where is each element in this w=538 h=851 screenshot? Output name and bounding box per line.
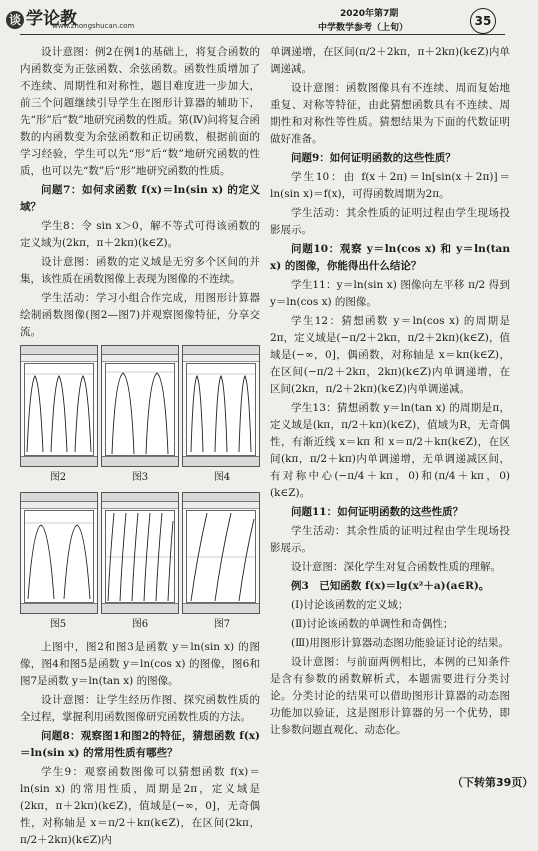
student-activity-1: 学生活动：学习小组合作完成，用图形计算器绘制函数图像(图2—图7)并观察图像特征，分享交流。 — [20, 292, 260, 338]
caption-figure-3: 图3 — [131, 472, 149, 483]
example-3-part-1: (Ⅰ)讨论该函数的定义域； — [291, 599, 409, 611]
page-number: 35 — [470, 8, 496, 34]
header-rule — [20, 34, 505, 35]
student-9: 学生9：观察函数图像可以猜想函数 f(x)＝ln(sin x) 的常用性质，周期是2π，定义域是(2kπ，π＋2kπ)(k∈Z)，值域是(−∞，0]，无奇偶性，对称轴是 x＝π/2＋kπ(k∈Z)，在区间(2kπ，π/2＋2kπ)(k∈Z)内 — [20, 766, 260, 846]
example-3: 例3 已知函数 f(x)＝lg(x²＋a)(a∈R)。 — [291, 580, 490, 592]
figure-7 — [182, 492, 260, 614]
page-header — [0, 0, 538, 48]
figure-captions-bottom — [20, 616, 260, 633]
site-url: www.zhongshucan.com — [52, 22, 135, 30]
figure-5 — [20, 492, 98, 614]
figure-row-bottom — [20, 492, 260, 614]
plot-area — [105, 363, 175, 456]
plot-area — [186, 363, 256, 456]
design-intent-6: 设计意图：与前面两例相比，本例的已知条件是含有参数的函数解析式，本题需要进行分类讨论。分类讨论的结果可以借助图形计算器的动态图功能加以验证，这是图形计算器的另一个优势，即让参数问题直观化、动态化。 — [270, 656, 510, 736]
student-activity-3: 学生活动：其余性质的证明过程由学生现场投影展示。 — [270, 525, 510, 554]
design-intent-3: 设计意图：让学生经历作图、探究函数性质的全过程，掌握利用函数图像研究函数性质的方法。 — [20, 694, 260, 723]
caption-figure-7: 图7 — [213, 619, 231, 630]
question-9: 问题9：如何证明函数的这些性质？ — [291, 152, 456, 164]
question-7: 问题7：如何求函数 f(x)＝ln(sin x) 的定义域？ — [20, 184, 260, 213]
example-3-part-2: (Ⅱ)讨论该函数的单调性和奇偶性； — [291, 618, 454, 630]
continued-note: （下转第39页） — [452, 776, 534, 789]
figure-captions-top — [20, 469, 260, 486]
plot-area — [105, 510, 175, 603]
caption-figure-4: 图4 — [213, 472, 231, 483]
journal-name: 中学数学参考（上旬） — [318, 23, 409, 33]
example-3-part-3: (Ⅲ)用图形计算器动态图功能验证讨论的结果。 — [291, 637, 509, 649]
right-column — [270, 44, 510, 741]
left-column — [20, 44, 260, 851]
design-intent-2: 设计意图：函数的定义域是无穷多个区间的并集，该性质在函数图像上表现为图像的不连续。 — [20, 256, 260, 285]
caption-figure-5: 图5 — [49, 619, 67, 630]
figure-description: 上图中，图2和图3是函数 y＝ln(sin x) 的图像，图4和图5是函数 y＝ln(cos x) 的图像，图6和图7是函数 y＝ln(tan x) 的图像。 — [20, 641, 260, 687]
logo-badge: 谈 — [6, 11, 24, 29]
caption-figure-2: 图2 — [49, 472, 67, 483]
question-8: 问题8：观察图1和图2的特征，猜想函数 f(x)＝ln(sin x) 的常用性质有哪些？ — [20, 730, 260, 759]
issue-label: 2020年第7期 — [340, 9, 399, 19]
figure-3 — [101, 345, 179, 467]
student-9-continued: 单调递增，在区间(π/2＋2kπ，π＋2kπ)(k∈Z)内单调递减。 — [270, 46, 510, 75]
plot-area — [186, 510, 256, 603]
design-intent-1: 设计意图：例2在例1的基础上，将复合函数的内函数变为正弦函数、余弦函数。函数性质增加了不连续、周期性和对称性，题目难度进一步加大，前三个问题继续引导学生在图形计算器的辅助下，先“形”后“数”地研究函数的性质。第(Ⅳ)问将复合函数的内函数变为余弦函数和正切函数，根据前面的学习经验，学生可以先“形”后“数”地研究函数的性质，也可以先“数”后“形”地研究函数的性质。 — [20, 46, 260, 177]
student-11: 学生11：y＝ln(sin x) 图像向左平移 π/2 得到 y＝ln(cos x) 的图像。 — [270, 279, 510, 308]
plot-area — [24, 363, 94, 456]
caption-figure-6: 图6 — [131, 619, 149, 630]
question-11: 问题11：如何证明函数的这些性质？ — [291, 506, 464, 518]
design-intent-4: 设计意图：函数图像具有不连续、周而复始地重复、对称等特征，由此猜想函数具有不连续、周期性和对称性等性质。猜想结果为下面的代数证明做好准备。 — [270, 82, 510, 145]
student-10: 学生10：由 f(x＋2π)＝ln[sin(x＋2π)]＝ln(sin x)＝f(x)，可得函数周期为2π。 — [270, 171, 510, 200]
figure-6 — [101, 492, 179, 614]
figure-2 — [20, 345, 98, 467]
question-10: 问题10：观察 y＝ln(cos x) 和 y＝ln(tan x) 的图像，你能得出什么结论？ — [270, 243, 510, 272]
figure-4 — [182, 345, 260, 467]
design-intent-5: 设计意图：深化学生对复合函数性质的理解。 — [291, 561, 501, 573]
logo-text: 学论教 — [26, 9, 77, 29]
student-12: 学生12：猜想函数 y＝ln(cos x) 的周期是2π，定义域是(−π/2＋2kπ，π/2＋2kπ)(k∈Z)，值域是(−∞，0]，偶函数，对称轴是 x＝kπ(k∈Z)，在区间(−π/2＋2kπ，2kπ)(k∈Z)内单调递增，在区间(2kπ，π/2＋2kπ)(k∈Z)内单调递减。 — [270, 315, 510, 395]
student-8: 学生8：令 sin x＞0，解不等式可得该函数的定义域为(2kπ，π＋2kπ)(k∈Z)。 — [20, 220, 260, 249]
student-13: 学生13：猜想函数 y＝ln(tan x) 的周期是π，定义域是(kπ，π/2＋kπ)(k∈Z)，值域为R，无奇偶性，有渐近线 x＝kπ 和 x＝π/2＋kπ(k∈Z)，在区间(kπ，π/2＋kπ)内单调递增，无单调递减区间，有对称中心(−π/4＋kπ，0)和(π/4＋kπ，0)(k∈Z)。 — [270, 402, 510, 499]
student-activity-2: 学生活动：其余性质的证明过程由学生现场投影展示。 — [270, 207, 510, 236]
plot-area — [24, 510, 94, 603]
figure-row-top — [20, 345, 260, 467]
